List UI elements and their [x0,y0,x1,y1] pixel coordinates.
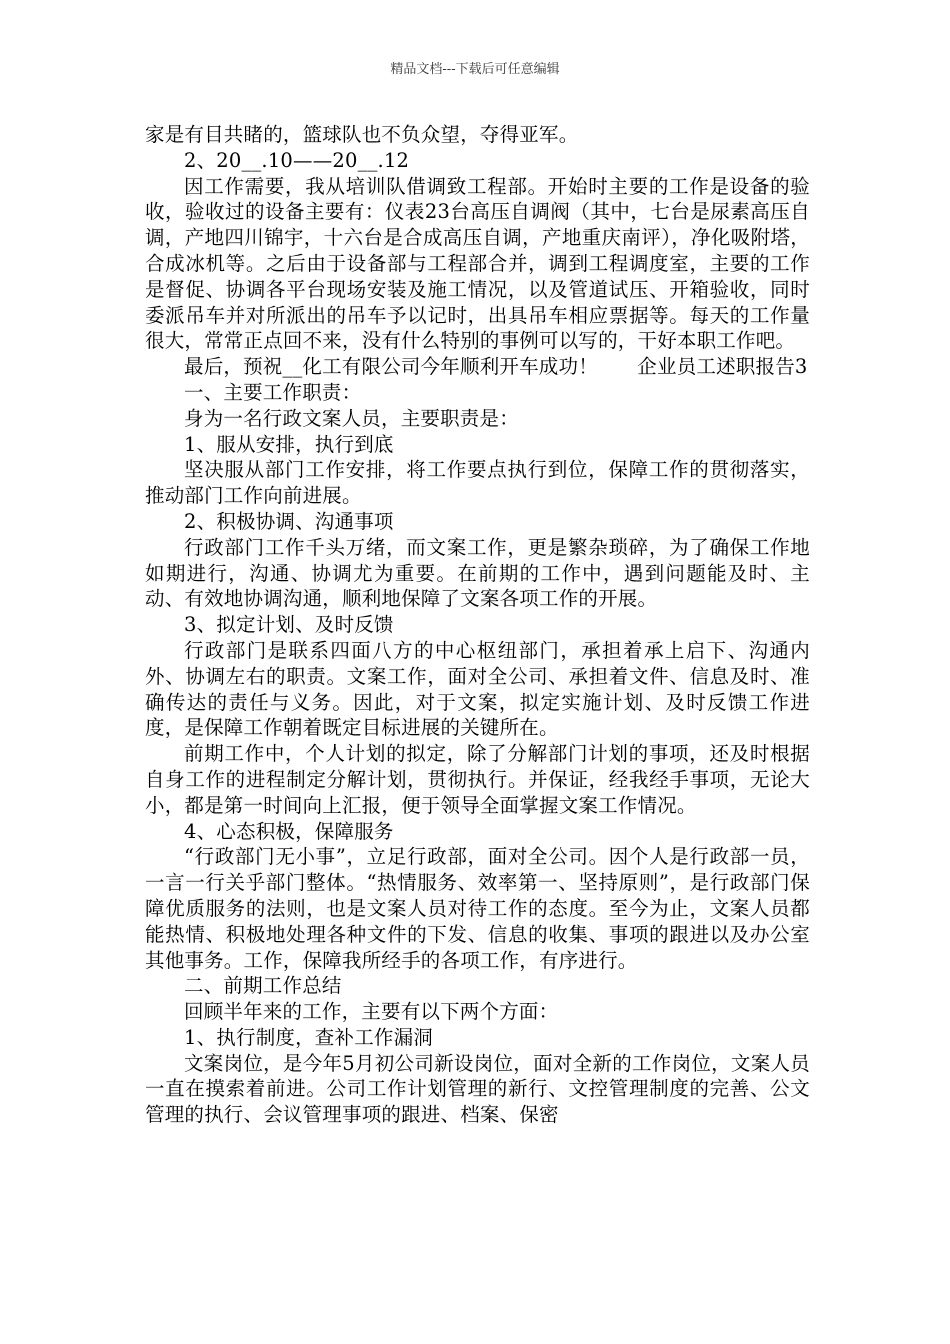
subheading: 4、心态积极，保障服务 [184,819,394,843]
paragraph: “行政部门无小事”，立足行政部，面对全公司。因个人是行政部一员，一言一行关乎部门整体。“热情服务、效率第一、坚持原则”，是行政部门保障优质服务的法则，也是文案人员对待工作的态度。至今为止，文案人员都能热情、积极地处理各种文件的下发、信息的收集、事项的跟进以及办公室其他事务。工作，保障我所经手的各项工作，有序进行。 [145,845,810,972]
paragraph: 行政部门是联系四面八方的中心枢纽部门，承担着承上启下、沟通内外、协调左右的职责。文案工作，面对全公司、承担着文件、信息及时、准确传达的责任与义务。因此，对于文案，拟定实施计划、及时反馈工作进度，是保障工作朝着既定目标进展的关键所在。 [145,638,810,740]
paragraph: 回顾半年来的工作，主要有以下两个方面： [184,1000,559,1024]
subheading: 1、执行制度，查补工作漏洞 [184,1025,434,1049]
page-header: 精品文档---下载后可任意编辑 [390,62,560,77]
section-heading: 一、主要工作职责： [184,380,362,404]
section-heading: 二、前期工作总结 [184,974,342,998]
subheading: 1、服从安排，执行到底 [184,432,394,456]
paragraph: 2、20__.10——20__.12 [184,148,410,172]
subheading: 2、积极协调、沟通事项 [184,509,394,533]
paragraph: 身为一名行政文案人员，主要职责是： [184,406,519,430]
paragraph: 文案岗位，是今年5月初公司新设岗位，面对全新的工作岗位，文案人员一直在摸索着前进。公司工作计划管理的新行、文控管理制度的完善、公文管理的执行、会议管理事项的跟进、档案、保密 [145,1051,810,1127]
document-body [145,122,810,1128]
paragraph: 坚决服从部门工作安排，将工作要点执行到位，保障工作的贯彻落实，推动部门工作向前进展。 [145,458,810,508]
paragraph: 因工作需要，我从培训队借调致工程部。开始时主要的工作是设备的验收，验收过的设备主要有：仪表23台高压自调阀（其中，七台是尿素高压自调，产地四川锦宇，十六台是合成高压自调，产地重庆南评），净化吸附塔，合成冰机等。之后由于设备部与工程部合并，调到工程调度室，主要的工作是督促、协调各平台现场安装及施工情况，以及管道试压、开箱验收，同时委派吊车并对所派出的吊车予以记时，出具吊车相应票据等。每天的工作量很大，常常正点回不来，没有什么特别的事例可以写的，干好本职工作吧。 [145,174,810,353]
paragraph: 前期工作中，个人计划的拟定，除了分解部门计划的事项，还及时根据自身工作的进程制定分解计划，贯彻执行。并保证，经我经手事项，无论大小，都是第一时间向上汇报，便于领导全面掌握文案工作情况。 [145,742,810,817]
paragraph: 家是有目共睹的，篮球队也不负众望，夺得亚军。 [145,123,579,146]
paragraph: 最后，预祝__化工有限公司今年顺利开车成功！ 企业员工述职报告3 [184,355,808,379]
paragraph: 行政部门工作千头万绪，而文案工作，更是繁杂琐碎，为了确保工作地如期进行，沟通、协调尤为重要。在前期的工作中，遇到问题能及时、主动、有效地协调沟通，顺利地保障了文案各项工作的开展。 [145,535,810,611]
subheading: 3、拟定计划、及时反馈 [184,613,394,637]
